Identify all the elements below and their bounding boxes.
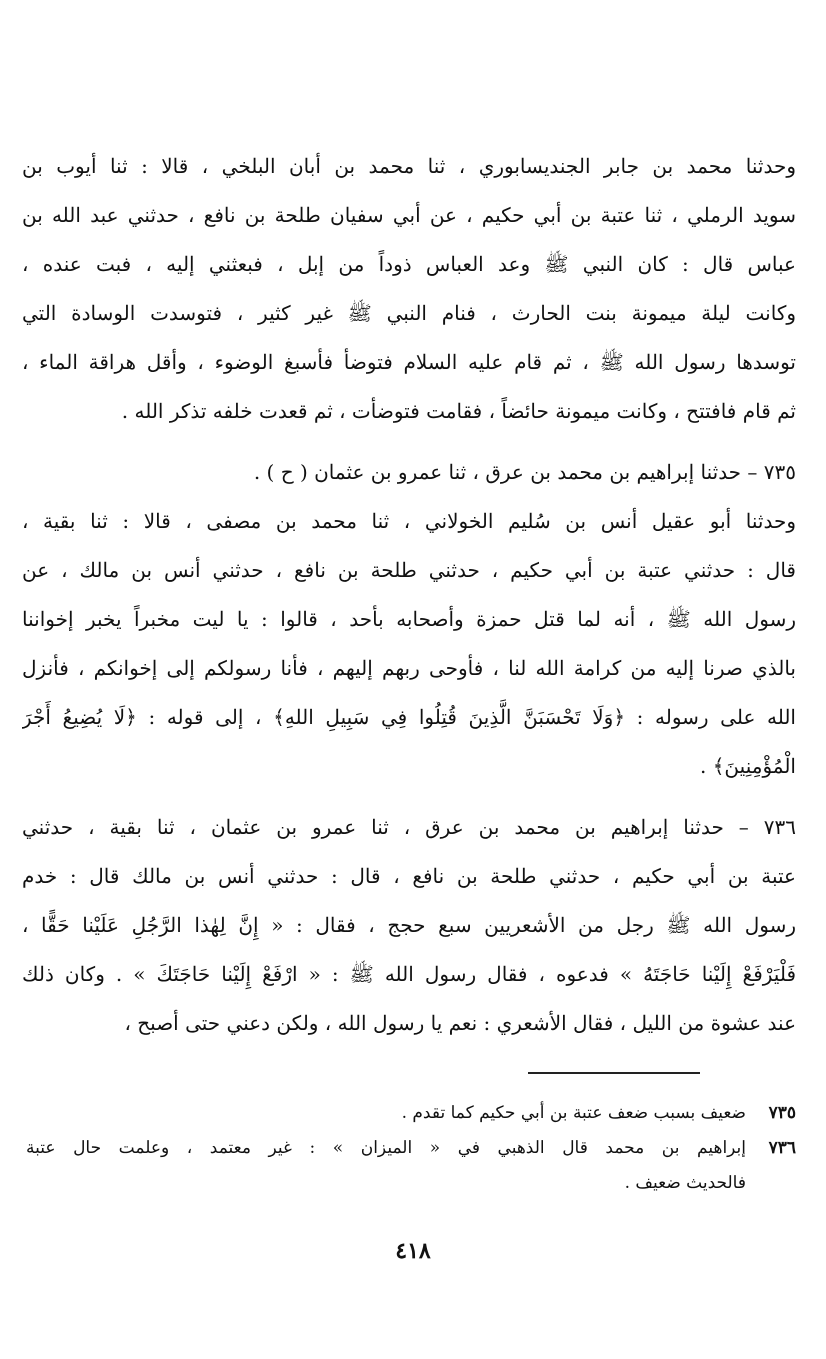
footnote-text [26,1096,746,1131]
page-number: ٤١٨ [395,1238,431,1264]
text-line: عباس قال : كان النبي ﷺ وعد العباس ذوداً من إبل ، فبعثني إليه ، فبت عنده ، [22,252,796,276]
text-line: سويد الرملي ، ثنا عتبة بن أبي حكيم ، عن أبي سفيان طلحة بن نافع ، حدثني عبد الله بن [22,203,796,227]
footnote-divider [528,1072,700,1074]
footnote-line: فالحديث ضعيف . [624,1173,746,1193]
footnote-line: إبراهيم بن محمد قال الذهبي في « الميزان » : غير معتمد ، وعلمت حال عتبة [26,1138,746,1158]
text-line: رسول الله ﷺ رجل من الأشعريين سبع حجج ، فقال : « إِنَّ لِهٰذا الرَّجُلِ عَلَيْنا حَقًّا ، [22,913,796,937]
text-line: توسدها رسول الله ﷺ ، ثم قام عليه السلام فتوضأ فأسبغ الوضوء ، وأقل هراقة الماء ، [22,350,796,374]
text-line: الله على رسوله : ﴿وَلَا تَحْسَبَنَّ الَّذِينَ قُتِلُوا فِي سَبِيلِ اللهِ﴾ ، إلى قوله : ﴿لَا يُضِيعُ أَجْرَ [22,705,796,729]
footnote-736 [26,1131,796,1201]
footnote-text [26,1131,746,1201]
footnotes [26,1096,796,1201]
paragraph-hadith-736 [22,803,796,1048]
text-line: عتبة بن أبي حكيم ، حدثني طلحة بن نافع ، قال : حدثني أنس بن مالك قال : خدم [22,864,796,888]
text-line: ثم قام فافتتح ، وكانت ميمونة حائضاً ، فقامت فتوضأت ، ثم قعدت خلفه تذكر الله . [121,399,796,423]
text-line: ٧٣٥ – حدثنا إبراهيم بن محمد بن عرق ، ثنا عمرو بن عثمان ( ح ) . [253,460,796,484]
footnote-number: ٧٣٦ [768,1138,796,1158]
text-line: عند عشوة من الليل ، فقال الأشعري : نعم يا رسول الله ، ولكن دعني حتى أصبح ، [124,1011,796,1035]
footnote-line: ضعيف بسبب ضعف عتبة بن أبي حكيم كما تقدم . [401,1103,746,1123]
footnote-number: ٧٣٥ [768,1103,796,1123]
text-line: بالذي صرنا إليه من كرامة الله لنا ، فأوحى ربهم إليهم ، فأنا رسولكم إلى إخوانكم ، فأنزل [22,656,796,680]
text-line: وحدثنا محمد بن جابر الجنديسابوري ، ثنا محمد بن أبان البلخي ، قالا : ثنا أيوب بن [22,154,796,178]
text-line: الْمُؤْمِنِينَ﴾ . [700,754,796,778]
text-line: وكانت ليلة ميمونة بنت الحارث ، فنام النبي ﷺ غير كثير ، فتوسدت الوسادة التي [22,301,796,325]
text-line: ٧٣٦ – حدثنا إبراهيم بن محمد بن عرق ، ثنا عمرو بن عثمان ، ثنا بقية ، حدثني [22,815,796,839]
footnote-735 [26,1096,796,1131]
text-line: رسول الله ﷺ ، أنه لما قتل حمزة وأصحابه بأحد ، قالوا : يا ليت مخبراً يخبر إخواننا [22,607,796,631]
text-line: قال : حدثني عتبة بن أبي حكيم ، حدثني طلحة بن نافع ، حدثني أنس بن مالك ، عن [22,558,796,582]
main-text [22,142,796,1048]
paragraph-isnad-continuation [22,142,796,436]
paragraph-hadith-735 [22,448,796,497]
paragraph-hadith-735-text [22,497,796,791]
text-line: وحدثنا أبو عقيل أنس بن سُليم الخولاني ، ثنا محمد بن مصفى ، قالا : ثنا بقية ، [22,509,796,533]
text-line: فَلْيَرْفَعْ إِلَيْنا حَاجَتَهُ » فدعوه ، فقال رسول الله ﷺ : « ارْفَعْ إِلَيْنا حَاجَتَكَ » . وكان ذلك [22,962,796,986]
